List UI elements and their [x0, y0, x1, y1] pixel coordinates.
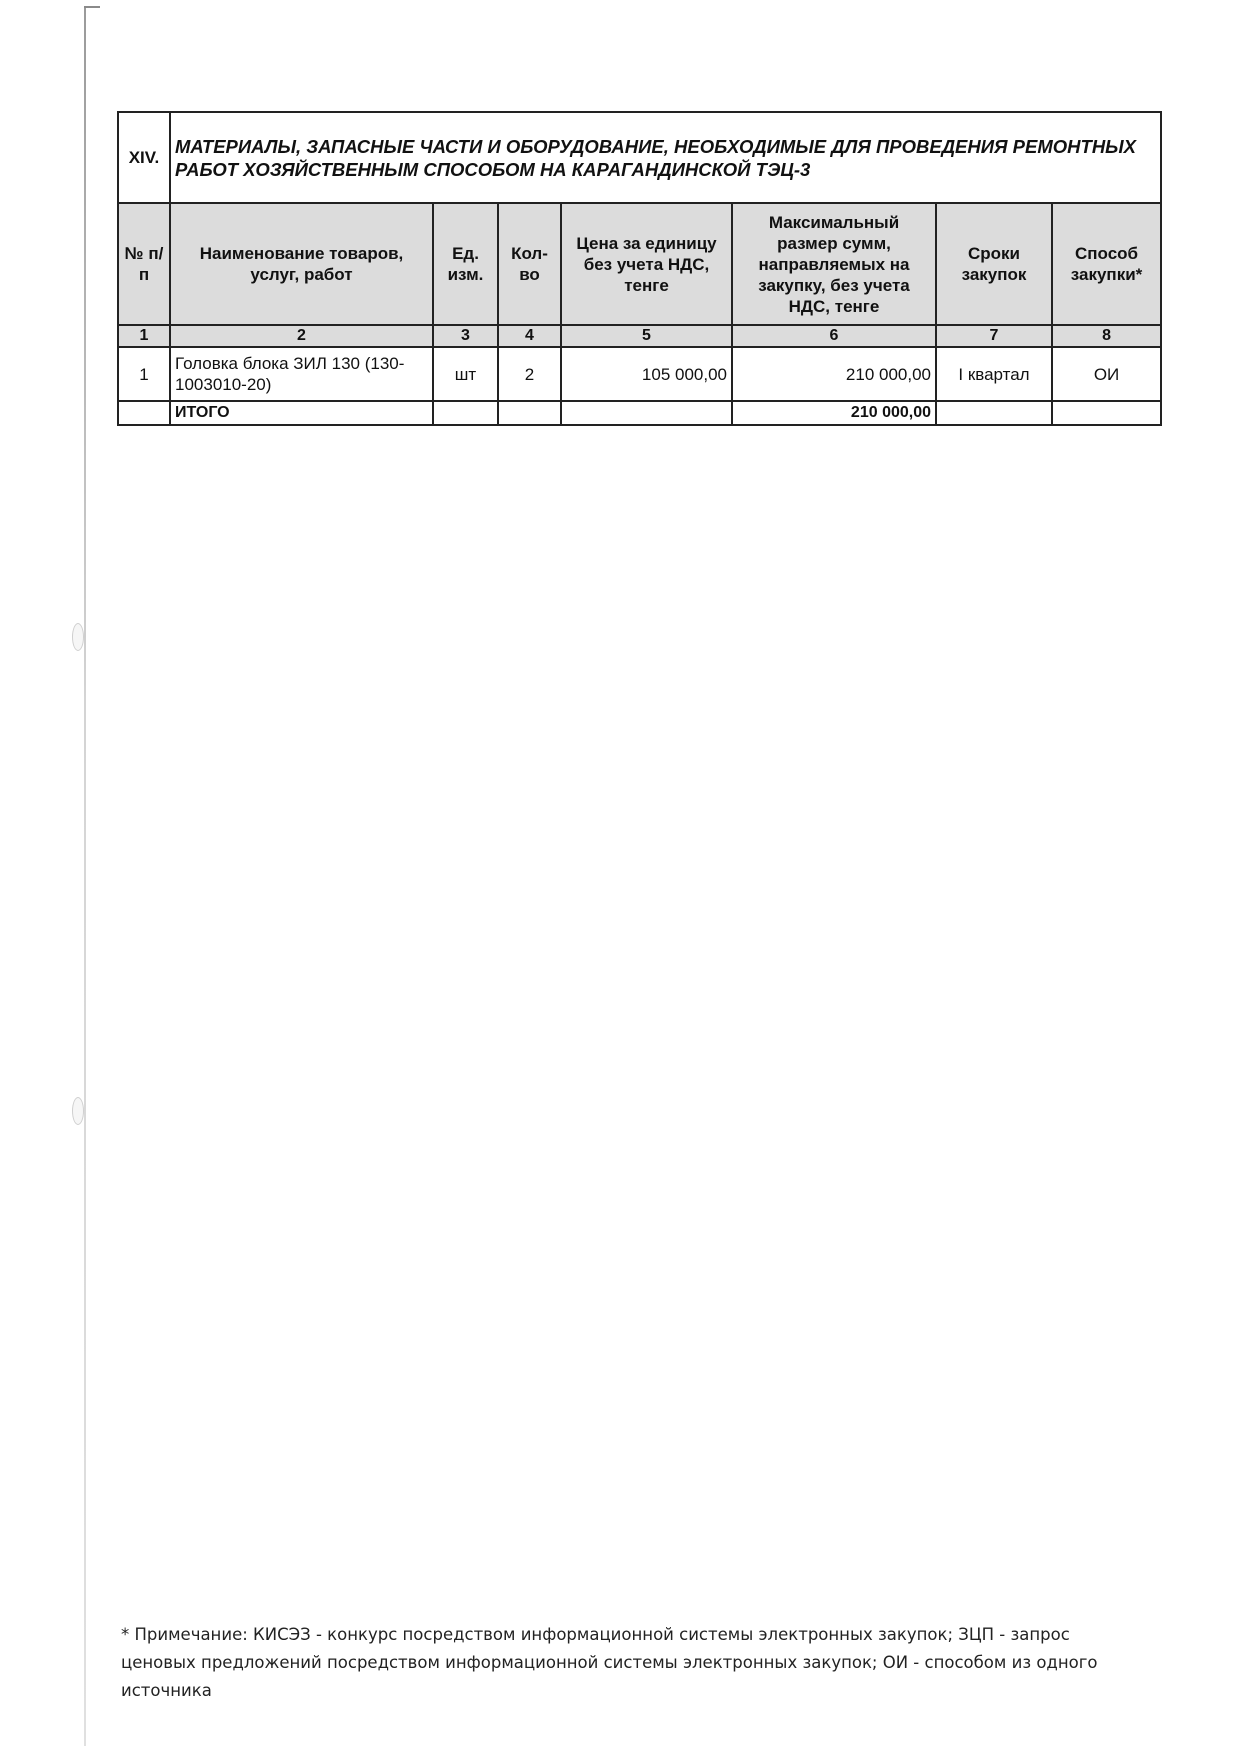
table-row	[118, 347, 1161, 401]
cell-qty: 2	[498, 347, 561, 401]
column-number: 4	[498, 325, 561, 347]
page-edge	[84, 6, 86, 1746]
column-number: 6	[732, 325, 936, 347]
header-qty: Кол-во	[498, 203, 561, 325]
header-max-amount: Максимальный размер сумм, направляемых на закупку, без учета НДС, тенге	[732, 203, 936, 325]
total-empty-cell	[433, 401, 498, 425]
column-number: 1	[118, 325, 170, 347]
header-period: Сроки закупок	[936, 203, 1052, 325]
header-unit: Ед. изм.	[433, 203, 498, 325]
column-number: 5	[561, 325, 732, 347]
procurement-table	[117, 111, 1162, 426]
section-title: МАТЕРИАЛЫ, ЗАПАСНЫЕ ЧАСТИ И ОБОРУДОВАНИЕ, НЕОБХОДИМЫЕ ДЛЯ ПРОВЕДЕНИЯ РЕМОНТНЫХ РАБОТ ХОЗЯЙСТВЕННЫМ СПОСОБОМ НА КАРАГАНДИНСКОЙ ТЭЦ-3	[170, 112, 1161, 203]
page-corner	[84, 6, 100, 8]
section-number: XIV.	[118, 112, 170, 203]
footnote: * Примечание: КИСЭЗ - конкурс посредством информационной системы электронных закупок; ЗЦП - запрос ценовых предложений посредством информационной системы электронных закупок; ОИ - способом из одного источника	[121, 1625, 1098, 1700]
cell-unit: шт	[433, 347, 498, 401]
total-empty-cell	[498, 401, 561, 425]
column-number: 2	[170, 325, 433, 347]
header-row	[118, 203, 1161, 325]
header-unit-price: Цена за единицу без учета НДС, тенге	[561, 203, 732, 325]
punch-hole	[72, 1097, 84, 1125]
total-empty-cell	[118, 401, 170, 425]
total-row	[118, 401, 1161, 425]
section-row	[118, 112, 1161, 203]
total-empty-cell	[1052, 401, 1161, 425]
header-name: Наименование товаров, услуг, работ	[170, 203, 433, 325]
total-empty-cell	[561, 401, 732, 425]
total-amount: 210 000,00	[732, 401, 936, 425]
total-empty-cell	[936, 401, 1052, 425]
column-number-row	[118, 325, 1161, 347]
header-method: Способ закупки*	[1052, 203, 1161, 325]
total-label: ИТОГО	[170, 401, 433, 425]
cell-unit-price: 105 000,00	[561, 347, 732, 401]
column-number: 8	[1052, 325, 1161, 347]
cell-no: 1	[118, 347, 170, 401]
cell-method: ОИ	[1052, 347, 1161, 401]
column-number: 7	[936, 325, 1052, 347]
cell-period: I квартал	[936, 347, 1052, 401]
punch-hole	[72, 623, 84, 651]
column-number: 3	[433, 325, 498, 347]
header-no: № п/п	[118, 203, 170, 325]
cell-max-amount: 210 000,00	[732, 347, 936, 401]
cell-name: Головка блока ЗИЛ 130 (130-1003010-20)	[170, 347, 433, 401]
